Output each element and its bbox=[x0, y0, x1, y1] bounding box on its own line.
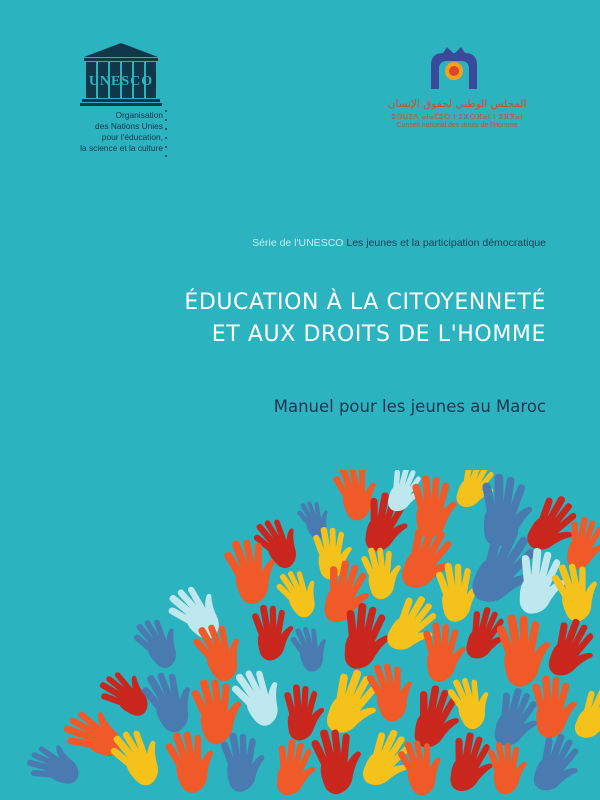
hand-print bbox=[250, 601, 298, 663]
hand-print bbox=[447, 730, 497, 796]
cndh-french-name: Conseil national des droits de l'Homme bbox=[396, 122, 518, 129]
cndh-tifinagh-name: ⵓⵙⵡⵉⴷ ⴰⵏⴰⵎⵓⵔ ⵏ ⵉⵣⵔⴼⴰⵏ ⵏ ⵓⴼⴳⴰⵏ bbox=[391, 113, 523, 121]
hands-illustration bbox=[0, 470, 600, 800]
hand-print bbox=[531, 673, 579, 739]
hand-print bbox=[564, 515, 600, 573]
hand-print bbox=[422, 620, 468, 683]
unesco-line: pour l'éducation, bbox=[101, 132, 163, 142]
hand-print bbox=[227, 659, 294, 731]
hand-print bbox=[359, 541, 408, 601]
series-prefix: Série de l'UNESCO bbox=[252, 237, 344, 249]
hand-print bbox=[287, 620, 335, 675]
cndh-logo bbox=[425, 45, 483, 93]
unesco-line: des Nations Unies bbox=[95, 121, 163, 131]
hand-print bbox=[283, 682, 326, 741]
hand-print bbox=[487, 738, 532, 796]
unesco-line: la science et la culture bbox=[80, 143, 163, 153]
unesco-logo bbox=[80, 42, 162, 106]
title-line-1: ÉDUCATION À LA CITOYENNETÉ bbox=[184, 290, 546, 315]
unesco-dot-divider bbox=[165, 110, 169, 158]
hand-print bbox=[544, 615, 600, 685]
hand-print bbox=[24, 739, 84, 788]
page-title bbox=[184, 287, 546, 351]
hand-print bbox=[105, 719, 174, 791]
hand-print bbox=[342, 602, 393, 672]
hand-print bbox=[275, 738, 318, 797]
hand-print bbox=[309, 722, 370, 797]
cndh-arabic-name: المجلس الوطني لحقوق الإنسان bbox=[387, 98, 527, 110]
series-line bbox=[252, 237, 546, 249]
page-subtitle: Manuel pour les jeunes au Maroc bbox=[273, 397, 546, 416]
unesco-line: Organisation bbox=[115, 110, 163, 120]
title-line-2: ET AUX DROITS DE L'HOMME bbox=[211, 322, 546, 347]
unesco-logo-letters: UNESCO bbox=[88, 74, 154, 89]
hand-print bbox=[529, 730, 588, 800]
series-name: Les jeunes et la participation démocratique bbox=[346, 237, 546, 249]
unesco-org-name bbox=[55, 110, 163, 154]
hand-print bbox=[570, 684, 600, 747]
